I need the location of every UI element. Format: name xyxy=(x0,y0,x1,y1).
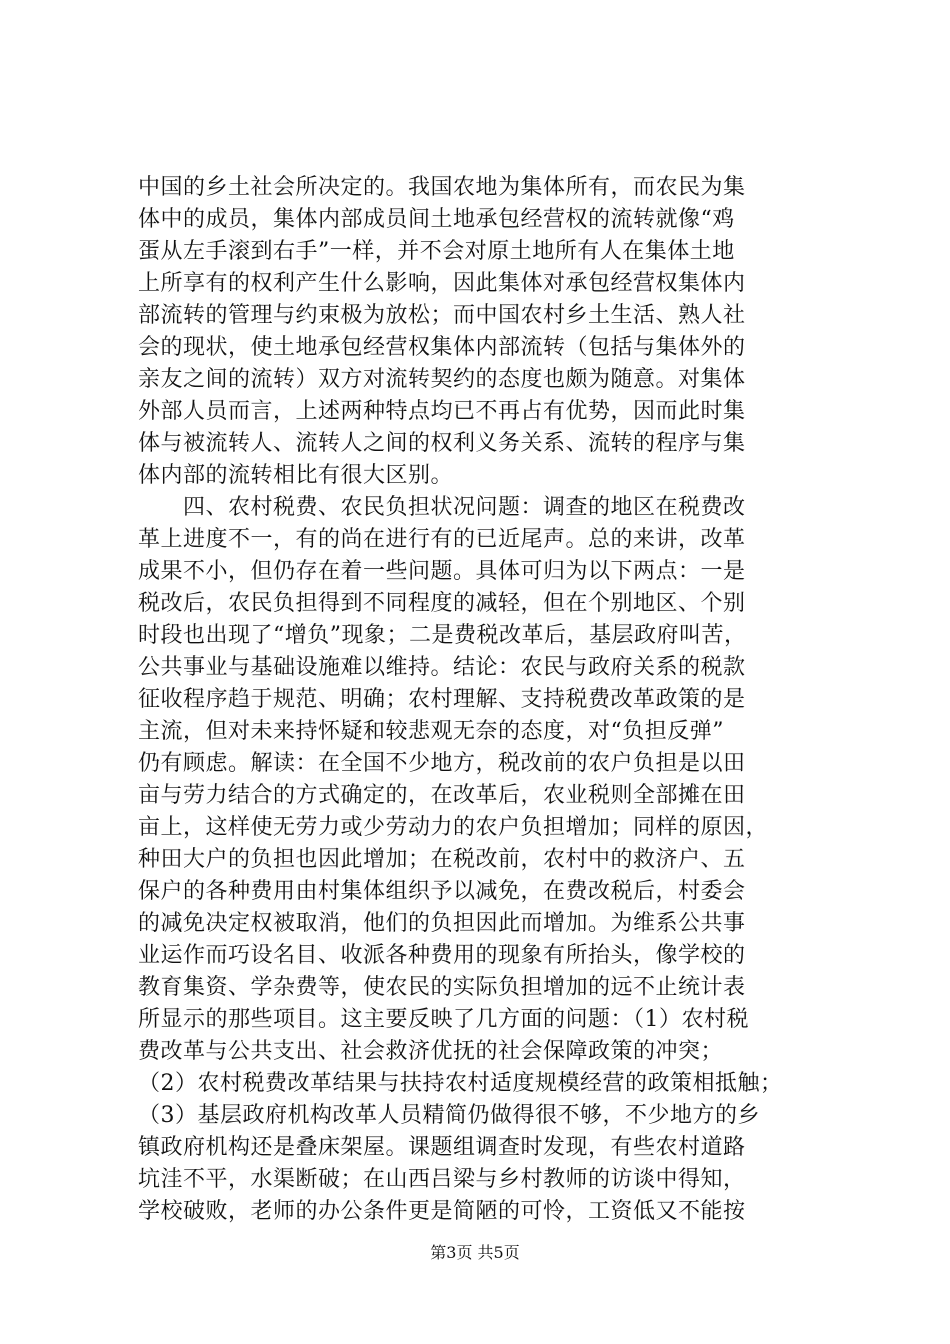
text-line: 上所享有的权利产生什么影响，因此集体对承包经营权集体内 xyxy=(138,271,746,296)
text-line: 主流，但对未来持怀疑和较悲观无奈的态度，对“负担反弹” xyxy=(138,719,724,744)
page-footer: 第3页 共5页 xyxy=(430,1243,520,1262)
document-body xyxy=(138,172,838,1228)
text-line: 业运作而巧设名目、收派各种费用的现象有所抬头，像学校的 xyxy=(138,943,746,968)
text-line: 学校破败，老师的办公条件更是简陋的可怜，工资低又不能按 xyxy=(138,1199,746,1224)
text-line: 征收程序趋于规范、明确；农村理解、支持税费改革政策的是 xyxy=(138,687,746,712)
text-line: 亩上，这样使无劳力或少劳动力的农户负担增加；同样的原因， xyxy=(138,815,769,840)
text-line: 教育集资、学杂费等，使农民的实际负担增加的远不止统计表 xyxy=(138,975,746,1000)
text-line: 亲友之间的流转）双方对流转契约的态度也颇为随意。对集体 xyxy=(138,367,746,392)
text-line: 税改后，农民负担得到不同程度的减轻，但在个别地区、个别 xyxy=(138,591,746,616)
text-line: 的减免决定权被取消，他们的负担因此而增加。为维系公共事 xyxy=(138,911,746,936)
text-line: 镇政府机构还是叠床架屋。课题组调查时发现，有些农村道路 xyxy=(138,1135,746,1160)
text-line: 体内部的流转相比有很大区别。 xyxy=(138,463,454,488)
text-line: 仍有顾虑。解读：在全国不少地方，税改前的农户负担是以田 xyxy=(138,751,746,776)
text-line: 坑洼不平，水渠断破；在山西吕梁与乡村教师的访谈中得知， xyxy=(138,1167,746,1192)
text-line: 保户的各种费用由村集体组织予以减免，在费改税后，村委会 xyxy=(138,879,746,904)
text-line: 费改革与公共支出、社会救济优抚的社会保障政策的冲突； xyxy=(138,1039,724,1064)
text-line: （2）农村税费改革结果与扶持农村适度规模经营的政策相抵触； xyxy=(138,1071,783,1096)
text-line: 体中的成员，集体内部成员间土地承包经营权的流转就像“鸡 xyxy=(138,207,735,232)
text-line: 部流转的管理与约束极为放松；而中国农村乡土生活、熟人社 xyxy=(138,303,746,328)
text-line: 会的现状，使土地承包经营权集体内部流转（包括与集体外的 xyxy=(138,335,746,360)
text-line: 公共事业与基础设施难以维持。结论：农民与政府关系的税款 xyxy=(138,655,746,680)
text-line: 成果不小，但仍存在着一些问题。具体可归为以下两点：一是 xyxy=(138,559,746,584)
text-line: 革上进度不一，有的尚在进行有的已近尾声。总的来讲，改革 xyxy=(138,527,746,552)
text-line: （3）基层政府机构改革人员精简仍做得很不够，不少地方的乡 xyxy=(138,1103,760,1128)
text-line: 体与被流转人、流转人之间的权利义务关系、流转的程序与集 xyxy=(138,431,746,456)
text-line: 中国的乡土社会所决定的。我国农地为集体所有，而农民为集 xyxy=(138,175,746,200)
text-line: 蛋从左手滚到右手”一样，并不会对原土地所有人在集体土地 xyxy=(138,239,735,264)
text-line: 外部人员而言，上述两种特点均已不再占有优势，因而此时集 xyxy=(138,399,746,424)
text-line: 所显示的那些项目。这主要反映了几方面的问题：（1）农村税 xyxy=(138,1007,749,1032)
text-line: 种田大户的负担也因此增加；在税改前，农村中的救济户、五 xyxy=(138,847,746,872)
text-line: 亩与劳力结合的方式确定的，在改革后，农业税则全部摊在田 xyxy=(138,783,746,808)
text-line: 时段也出现了“增负”现象；二是费税改革后，基层政府叫苦， xyxy=(138,623,747,648)
text-line: 四、农村税费、农民负担状况问题：调查的地区在税费改 xyxy=(138,495,746,520)
